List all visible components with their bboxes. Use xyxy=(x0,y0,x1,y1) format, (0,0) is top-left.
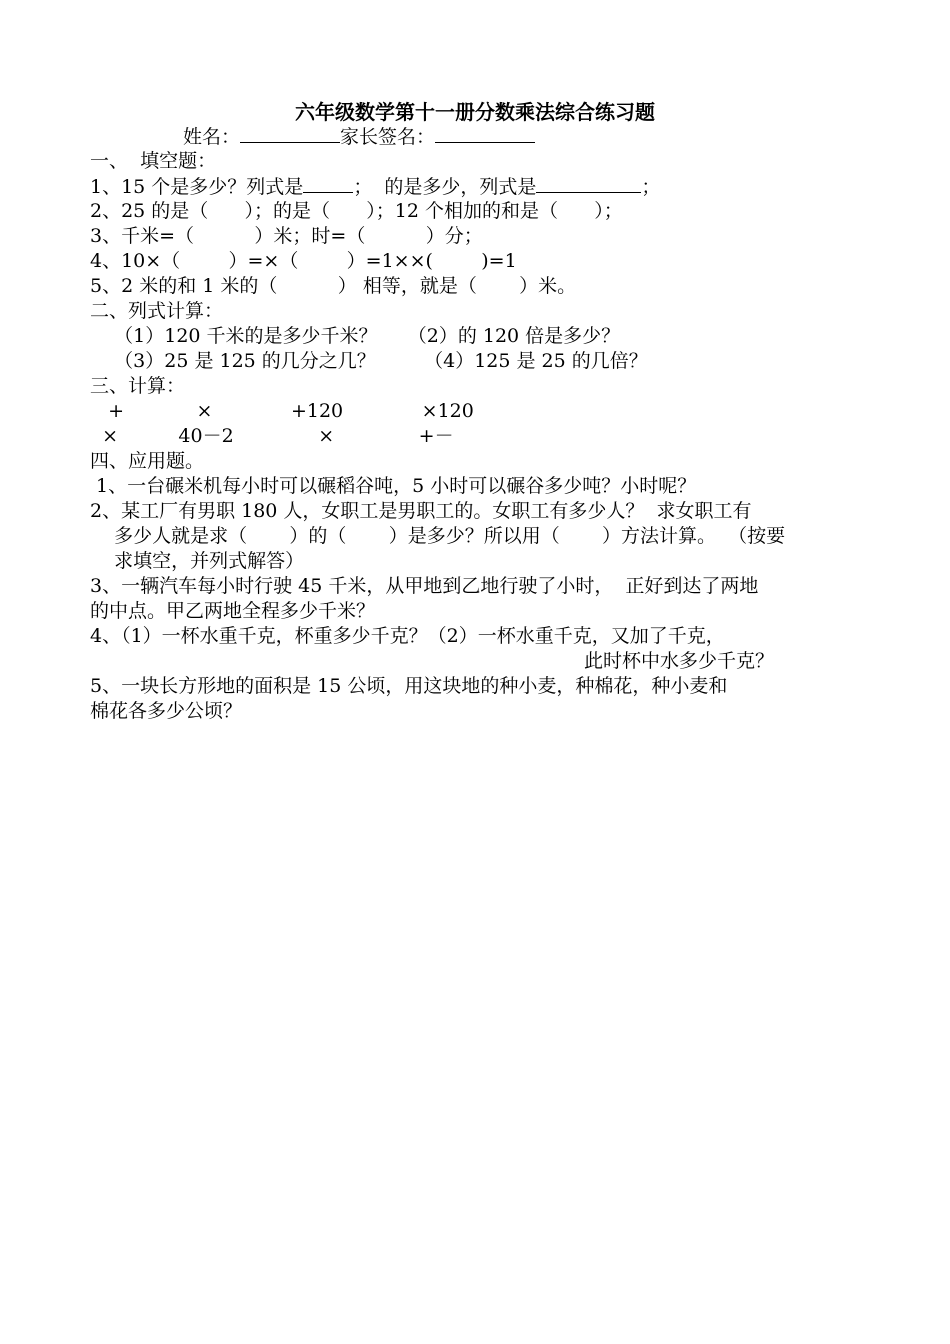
fill-question-1-blank-a[interactable] xyxy=(303,174,353,193)
word-problem-2-line-1: 2、某工厂有男职 180 人，女职工是男职工的。女职工有多少人？ 求女职工有 xyxy=(90,500,752,522)
section-1-heading: 一、 填空题： xyxy=(90,150,217,172)
fill-question-4: 4、10×（ ）=×（ ）=1××( )=1 xyxy=(90,250,517,272)
fill-question-1-part-a: 1、15 个是多少？列式是 xyxy=(90,176,304,198)
word-problem-3-line-1: 3、一辆汽车每小时行驶 45 千米，从甲地到乙地行驶了小时， 正好到达了两地 xyxy=(90,575,759,597)
word-problem-3-line-2: 的中点。甲乙两地全程多少千米？ xyxy=(90,600,376,622)
word-problem-2-line-2: 多少人就是求（ ）的（ ）是多少？所以用（ ）方法计算。 （按要 xyxy=(90,525,786,547)
fill-question-5: 5、2 米的和 1 米的（ ） 相等，就是（ ）米。 xyxy=(90,275,577,297)
fill-question-1-blank-b[interactable] xyxy=(536,174,641,193)
word-problem-1: 1、一台碾米机每小时可以碾稻谷吨，5 小时可以碾谷多少吨？小时呢？ xyxy=(90,475,697,497)
signature-row xyxy=(183,124,535,150)
fill-question-1-part-b: ； 的是多少，列式是 xyxy=(353,176,537,198)
word-problem-4-line-2: 此时杯中水多少千克？ xyxy=(584,650,775,672)
worksheet-title: 六年级数学第十一册分数乘法综合练习题 xyxy=(295,100,655,124)
fill-question-1 xyxy=(90,174,660,200)
fill-question-3: 3、千米=（ ）米；时=（ ）分； xyxy=(90,225,483,247)
word-problem-4-line-1: 4、（1）一杯水重千克，杯重多少千克？（2）一杯水重千克，又加了千克， xyxy=(90,625,725,647)
calc-row-1: （1）120 千米的是多少千米？ （2）的 120 倍是多少？ xyxy=(90,325,621,347)
name-blank[interactable] xyxy=(240,124,340,143)
compute-row-2: × 40－2 × +－ xyxy=(90,425,454,447)
fill-question-1-part-c: ； xyxy=(641,176,661,198)
name-label: 姓名： xyxy=(183,126,241,148)
fill-question-2: 2、25 的是（ ）；的是（ ）；12 个相加的和是（ ）； xyxy=(90,200,623,222)
compute-row-1: + × +120 ×120 xyxy=(90,400,474,422)
word-problem-2-line-3: 求填空，并列式解答） xyxy=(90,550,305,572)
word-problem-5-line-1: 5、一块长方形地的面积是 15 公顷，用这块地的种小麦，种棉花，种小麦和 xyxy=(90,675,728,697)
word-problem-5-line-2: 棉花各多少公顷？ xyxy=(90,700,243,722)
section-4-heading: 四、应用题。 xyxy=(90,450,205,472)
parent-signature-blank[interactable] xyxy=(435,124,535,143)
section-3-heading: 三、计算： xyxy=(90,375,186,397)
calc-row-2: （3）25 是 125 的几分之几？ （4）125 是 25 的几倍？ xyxy=(90,350,648,372)
parent-signature-label: 家长签名： xyxy=(340,126,436,148)
section-2-heading: 二、列式计算： xyxy=(90,300,224,322)
